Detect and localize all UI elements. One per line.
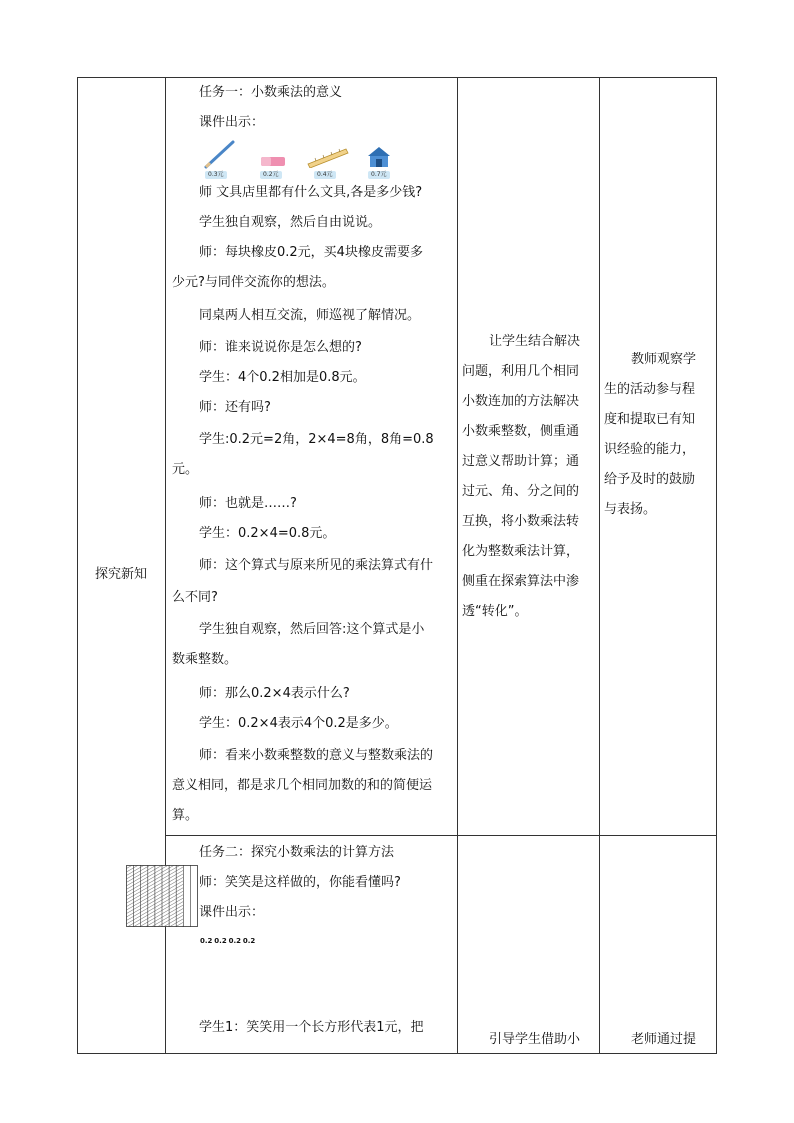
text-line: 过意义帮助计算；通 (462, 454, 580, 469)
text-line: 度和提取已有知 (604, 412, 696, 427)
text-line: 学生:0.2元=2角，2×4=8角，8角=0.8 (199, 432, 434, 447)
text-line: 同桌两人相互交流，师巡视了解情况。 (199, 308, 421, 323)
price-tag: 0.7元 (368, 171, 390, 179)
text-line: 学生1：笑笑用一个长方形代表1元，把 (199, 1020, 424, 1035)
text-line: 学生：0.2×4=0.8元。 (199, 526, 336, 541)
text-line: 课件出示： (199, 905, 265, 920)
text-line: 老师通过提 (631, 1032, 697, 1047)
text-line: 少元?与同伴交流你的想法。 (172, 275, 335, 290)
grid-label: 0.2 (228, 937, 241, 945)
text-line: 生的活动参与程 (604, 382, 696, 397)
price-tag: 0.4元 (314, 171, 336, 179)
text-line: 过元、角、分之间的 (462, 484, 580, 499)
price-tag: 0.2元 (260, 171, 282, 179)
text-line: 师 文具店里都有什么文具,各是多少钱? (199, 185, 423, 200)
pencil-box-icon (365, 145, 393, 169)
text-line: 数乘整数。 (172, 652, 238, 667)
grid-label: 0.2 (214, 937, 227, 945)
text-line: 师：还有吗? (199, 400, 271, 415)
text-line: 师：这个算式与原来所见的乘法算式有什 (199, 558, 434, 573)
text-line: 学生：0.2×4表示4个0.2是多少。 (199, 716, 398, 731)
text-line: 学生独自观察，然后自由说说。 (199, 215, 382, 230)
text-line: 师：谁来说说你是怎么想的? (199, 340, 362, 355)
text-line: 引导学生借助小 (489, 1032, 581, 1047)
text-line: 教师观察学 (631, 352, 697, 367)
table-border-top (77, 77, 717, 78)
text-line: 师：笑笑是这样做的，你能看懂吗? (199, 875, 401, 890)
text-line: 小数连加的方法解决 (462, 394, 580, 409)
text-line: 识经验的能力， (604, 442, 696, 457)
text-line: 师：也就是……? (199, 496, 297, 511)
text-line: 让学生结合解决 (489, 334, 581, 349)
text-line: 学生独自观察，然后回答:这个算式是小 (199, 622, 425, 637)
price-tag: 0.3元 (205, 171, 227, 179)
text-line: 元。 (172, 462, 199, 477)
grid-label: 0.2 (200, 937, 213, 945)
text-line: 师：那么0.2×4表示什么? (199, 686, 350, 701)
text-line: 任务二：探究小数乘法的计算方法 (199, 845, 395, 860)
text-line: 与表扬。 (604, 502, 657, 517)
table-border-bottom (77, 1053, 717, 1054)
row-divider (165, 835, 717, 836)
text-line: 么不同? (172, 590, 218, 605)
table-border-right (716, 77, 717, 1054)
column-divider-2 (457, 77, 458, 1054)
text-line: 小数乘整数，侧重通 (462, 424, 580, 439)
pencil-icon (203, 139, 237, 171)
column-divider-3 (599, 77, 600, 1054)
text-line: 给予及时的鼓励 (604, 472, 696, 487)
stage-label: 探究新知 (94, 567, 147, 582)
ruler-icon (306, 146, 350, 168)
text-line: 透“转化”。 (462, 604, 528, 619)
text-line: 课件出示： (199, 115, 265, 130)
eraser-icon (259, 154, 287, 168)
text-line: 学生：4个0.2相加是0.8元。 (199, 370, 366, 385)
text-line: 师：每块橡皮0.2元，买4块橡皮需要多 (199, 245, 423, 260)
text-line: 问题，利用几个相同 (462, 364, 580, 379)
grid-label: 0.2 (242, 937, 256, 945)
text-line: 意义相同，都是求几个相同加数的和的简便运 (172, 778, 433, 793)
text-line: 师：看来小数乘整数的意义与整数乘法的 (199, 748, 434, 763)
text-line: 侧重在探索算法中渗 (462, 574, 580, 589)
text-line: 互换，将小数乘法转 (462, 514, 580, 529)
rectangle-grid-figure (126, 865, 198, 927)
text-line: 算。 (172, 808, 199, 823)
text-line: 化为整数乘法计算， (462, 544, 580, 559)
text-line: 任务一：小数乘法的意义 (199, 85, 343, 100)
